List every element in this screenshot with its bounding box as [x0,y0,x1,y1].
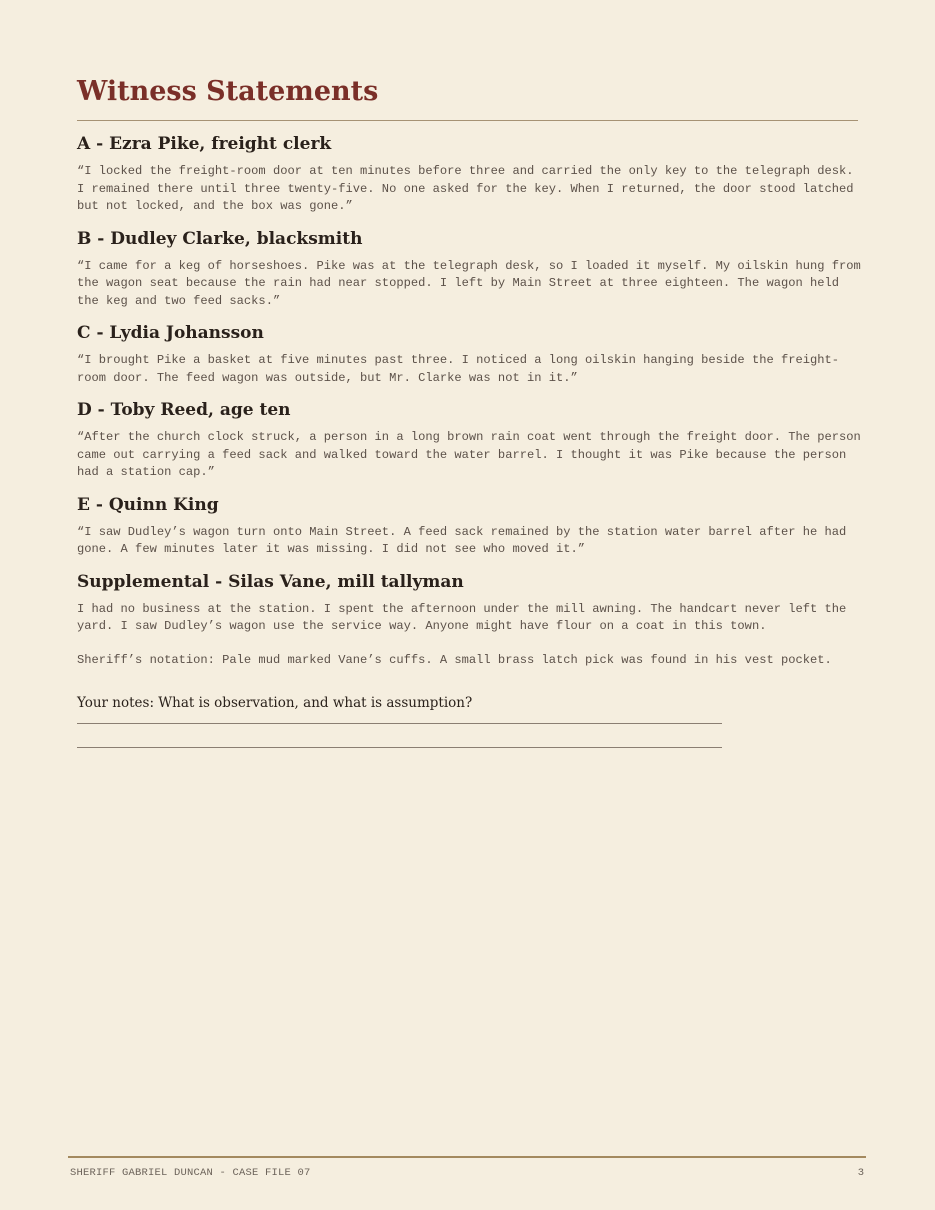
statement-text: “I brought Pike a basket at five minutes past three. I noticed a long oilskin hanging beside the freight-room door. The feed wagon was outside, but Mr. Clarke was not in it.” [77,353,840,385]
statement-c [77,320,867,387]
statement-heading: E - Quinn King [77,494,219,515]
statement-text: “I locked the freight-room door at ten minutes before three and carried the only key to the telegraph desk. I remained there until three twenty-five. No one asked for the key. When I returned, the door stood latched but not locked, and the box was gone.” [77,164,854,213]
statement-heading: A - Ezra Pike, freight clerk [77,134,332,154]
statement-heading: D - Toby Reed, age ten [77,400,291,420]
statement-heading: B - Dudley Clarke, blacksmith [77,228,363,249]
statement-text: “I saw Dudley’s wagon turn onto Main Street. A feed sack remained by the station water barrel after he had gone. A few minutes later it was missing. I did not see who moved it.” [77,524,847,556]
statement-heading: C - Lydia Johansson [77,323,264,343]
statement-text: I had no business at the station. I spent the afternoon under the mill awning. The handcart never left the yard. I saw Dudley’s wagon use the service way. Anyone might have flour on a coat in this town. [77,601,847,633]
statement-b [77,226,867,311]
statement-heading: Supplemental - Silas Vane, mill tallyman [77,571,464,592]
page-number: 3 [857,1167,864,1179]
title-divider [77,120,858,121]
page-title: Witness Statements [77,76,379,107]
notes-blank-line[interactable] [77,723,722,724]
notes-prompt: Your notes: What is observation, and what is assumption? [77,695,473,711]
statement-text: “After the church clock struck, a person in a long brown rain coat went through the freight door. The person came out carrying a feed sack and walked toward the water barrel. I thought it was Pike because the person had a station cap.” [77,430,861,479]
statement-supplemental [77,569,867,670]
notes-blank-line[interactable] [77,747,722,748]
statement-a [77,131,867,216]
sheriff-notation: Sheriff’s notation: Pale mud marked Vane’s cuffs. A small brass latch pick was found in his vest pocket. [77,652,832,667]
statement-e [77,492,867,559]
footer-divider [68,1156,866,1158]
statements-content [77,131,867,748]
footer-case-file: SHERIFF GABRIEL DUNCAN - CASE FILE 07 [70,1167,311,1179]
statement-d [77,397,867,482]
statement-text: “I came for a keg of horseshoes. Pike was at the telegraph desk, so I loaded it myself. My oilskin hung from the wagon seat because the rain had near stopped. I left by Main Street at three eighteen. The wagon held the keg and two feed sacks.” [77,258,861,308]
